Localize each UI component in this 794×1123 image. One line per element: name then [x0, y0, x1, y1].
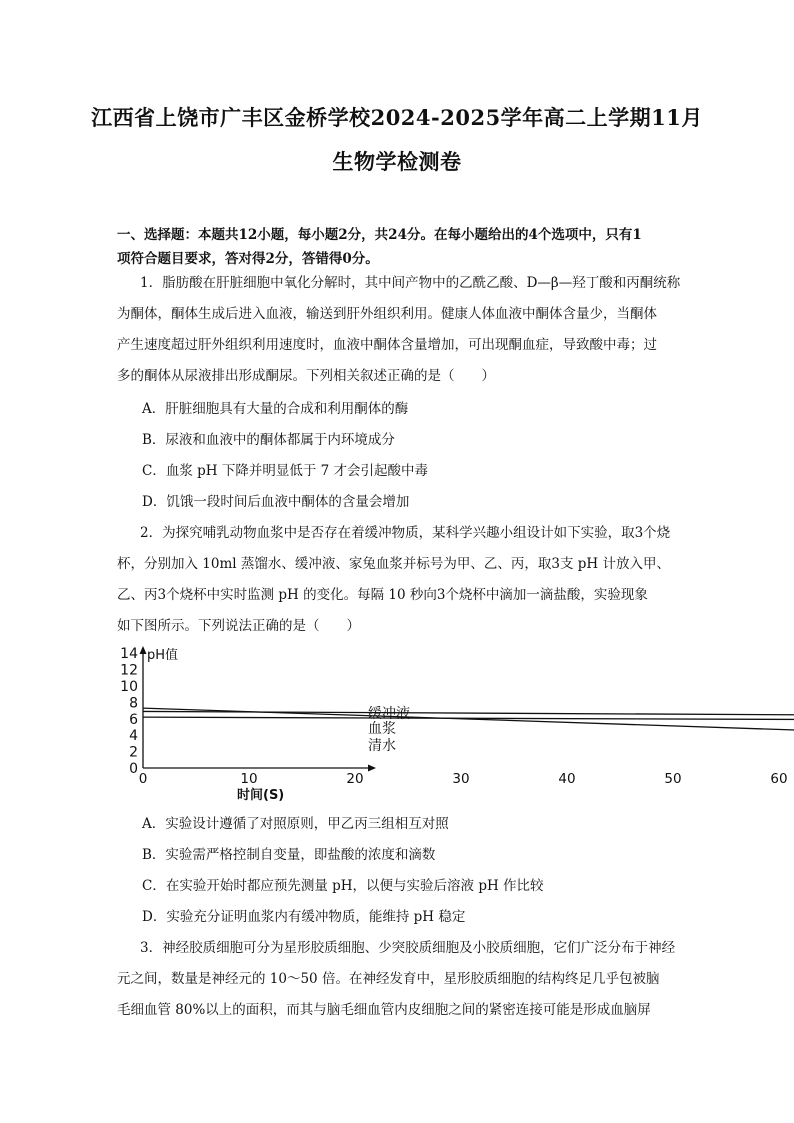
question-1-option-c: C．血浆 pH 下降并明显低于 7 才会引起酸中毒 [142, 463, 428, 479]
y-tick-label: 4 [129, 728, 138, 745]
y-tick-labels [120, 646, 138, 777]
question-2-option-a: A．实验设计遵循了对照原则，甲乙丙三组相互对照 [142, 816, 449, 832]
series-label: 血浆 [368, 721, 396, 737]
x-tick-labels [139, 771, 794, 787]
question-2-option-b: B．实验需严格控制自变量，即盐酸的浓度和滴数 [142, 847, 436, 863]
series-label: 缓冲液 [368, 706, 410, 722]
series-line [143, 711, 794, 716]
question-2-line: 乙、丙3个烧杯中实时监测 pH 的变化。每隔 10 秒向3个烧杯中滴加一滴盐酸，实验现象 [117, 587, 648, 603]
x-tick-label: 20 [346, 771, 364, 787]
question-1-option-a: A．肝脏细胞具有大量的合成和利用酮体的酶 [142, 401, 409, 417]
ph-line-chart [112, 642, 788, 807]
document-title-line2: 生物学检测卷 [332, 149, 462, 174]
question-2-line: 杯，分别加入 10ml 蒸馏水、缓冲液、家兔血浆并标号为甲、乙、丙，取3支 pH 计放入甲、 [117, 556, 670, 572]
question-2-option-c: C．在实验开始时都应预先测量 pH，以便与实验后溶液 pH 作比较 [142, 878, 544, 894]
y-tick-label: 0 [129, 761, 138, 777]
series-lines [143, 708, 794, 740]
y-tick-label: 12 [120, 662, 138, 679]
question-2-option-d: D．实验充分证明血浆内有缓冲物质，能维持 pH 稳定 [142, 909, 466, 925]
question-1-option-d: D．饥饿一段时间后血液中酮体的含量会增加 [142, 494, 410, 510]
x-axis-label: 时间(S) [237, 788, 285, 803]
y-axis-label: pH值 [147, 648, 179, 663]
section-instructions-line2: 项符合题目要求，答对得2分，答错得0分。 [117, 251, 379, 267]
question-3-line: 毛细血管 80%以上的面积，而其与脑毛细血管内皮细胞之间的紧密连接可能是形成血脑屏 [117, 1002, 651, 1018]
question-1-line: 产生速度超过肝外组织利用速度时，血液中酮体含量增加，可出现酮血症，导致酸中毒；过 [117, 337, 657, 353]
x-axis-arrow [368, 765, 376, 772]
y-tick-label: 10 [120, 679, 138, 695]
y-tick-label: 8 [129, 695, 138, 712]
question-2-line: 如下图所示。下列说法正确的是（ ） [117, 618, 360, 634]
question-3-line: 3．神经胶质细胞可分为星形胶质细胞、少突胶质细胞及小胶质细胞，它们广泛分布于神经 [140, 940, 676, 956]
x-tick-label: 60 [770, 771, 788, 787]
question-1-option-b: B．尿液和血液中的酮体都属于内环境成分 [142, 432, 395, 448]
y-axis-arrow [140, 646, 147, 654]
question-3-line: 元之间，数量是神经元的 10～50 倍。在神经发育中，星形胶质细胞的结构终足几乎包被脑 [117, 971, 660, 987]
x-tick-label: 50 [664, 771, 682, 787]
document-title-line1: 江西省上饶市广丰区金桥学校2024-2025学年高二上学期11月 [91, 105, 703, 130]
question-1-line: 1．脂肪酸在肝脏细胞中氧化分解时，其中间产物中的乙酰乙酸、D—β—羟丁酸和丙酮统称 [140, 275, 681, 291]
x-tick-label: 40 [558, 771, 576, 787]
question-1-line: 为酮体，酮体生成后进入血液，输送到肝外组织利用。健康人体血液中酮体含量少，当酮体 [117, 306, 657, 322]
y-tick-label: 6 [129, 711, 138, 728]
question-2-line: 2．为探究哺乳动物血浆中是否存在着缓冲物质，某科学兴趣小组设计如下实验，取3个烧 [140, 525, 671, 541]
x-tick-label: 30 [452, 771, 470, 787]
x-tick-label: 10 [240, 771, 258, 787]
series-labels [368, 705, 410, 754]
series-label: 清水 [368, 738, 396, 754]
x-tick-label: 0 [138, 771, 148, 787]
question-1-line: 多的酮体从尿液排出形成酮尿。下列相关叙述正确的是（ ） [117, 368, 495, 384]
section-instructions-line1: 一、选择题：本题共12小题，每小题2分，共24分。在每小题给出的4个选项中，只有1 [117, 227, 642, 243]
y-tick-label: 2 [129, 744, 138, 761]
y-tick-label: 14 [120, 646, 138, 663]
